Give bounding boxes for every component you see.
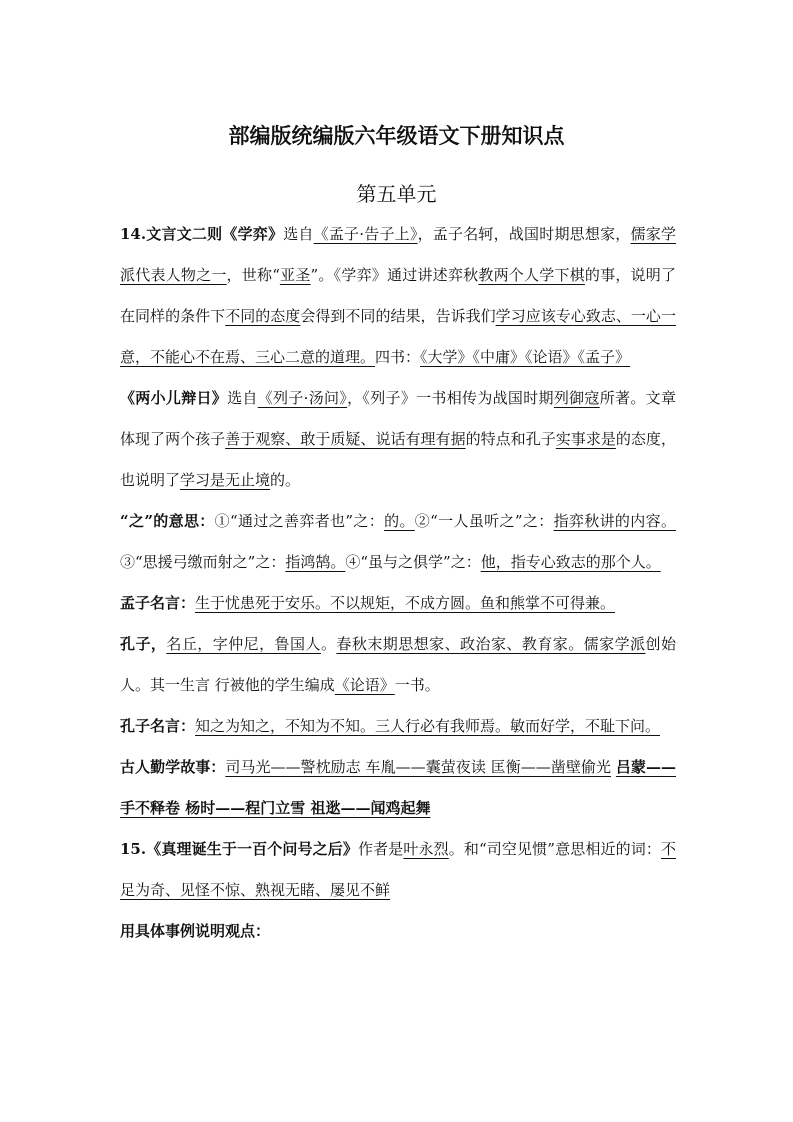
answer-blank: 善于观察、敢于质疑、说话有理有据 [225,430,466,448]
section-kongzi-heading: 孔子， [120,635,167,653]
answer-blank: 指弈秋讲的内容。 [553,512,676,530]
answer-blank: 吕蒙——手不释卷 杨时——程门立雪 祖逖——闻鸡起舞 [120,758,676,817]
section-mengzi-heading: 孟子名言： [120,594,196,612]
unit-heading: 第五单元 [356,182,437,206]
answer-blank: 他，指专心致志的那个人。 [480,553,661,571]
section-qinxue-stories [120,747,676,829]
section-15-zhenli: 15.《真理诞生于一百个问号之后》作者是叶永烈。和“司空见惯”意思相近的词：不足为奇、见怪不惊、熟视无睹、屡见不鲜 [120,840,676,899]
answer-blank: 的。 [384,512,415,530]
answer-blank: 亚圣 [279,266,311,284]
answer-blank: 列御寇 [553,389,600,407]
answer-blank: 教两个人学下棋 [478,266,585,284]
section-kongzi-quotes [120,706,676,747]
answer-blank: 《列子·汤问》 [257,389,348,407]
answer-blank: 《孟子·告子上》 [313,225,418,243]
answer-blank: 指鸿鹄。 [285,553,346,571]
answer-blank: 实事求是 [555,430,616,448]
section-14-heading: 14.文言文二则《学弈》 [120,225,284,243]
answer-blank: 《大学》《中庸》《论语》《孟子》 [420,348,631,366]
answer-blank: 名丘，字仲尼，鲁国人 [166,635,321,653]
answer-blank: 儒家学派代表人物之一 [120,225,676,284]
section-example-viewpoint [120,911,676,952]
section-14-xueyi: 14.文言文二则《学弈》选自《孟子·告子上》，孟子名轲，战国时期思想家，儒家学派代表人物之一，世称“亚圣”。《学弈》通过讲述弈秋教两个人学下棋的事，说明了在同样的条件下不同的态度会得到不同的结果，告诉我们学习应该专心致志、一心一意，不能心不在焉、三心二意的道理。四书：《大学》《中庸》《论语》《孟子》 [120,225,676,366]
section-mengzi-quotes [120,583,676,624]
answer-blank: 不足为奇、见怪不惊、熟视无睹、屡见不鲜 [120,840,676,899]
section-15-heading: 15.《真理诞生于一百个问号之后》 [120,840,358,858]
answer-blank: 司马光——警枕励志 车胤——囊萤夜读 匡衡——凿壁偷光 [225,758,612,776]
section-zhi-heading: “之”的意思： [120,512,215,530]
document-body [120,214,676,952]
answer-blank: 学习应该专心致志、一心一意，不能心不在焉、三心二意的道理。 [120,307,676,366]
answer-blank: 叶永烈 [403,840,449,858]
section-kongzi-quotes-heading: 孔子名言： [120,717,196,735]
section-qinxue-heading: 古人勤学故事： [120,758,226,776]
section-liangxiaoer: 《两小儿辩日》选自《列子·汤问》，《列子》一书相传为战国时期列御寇所著。文章体现了两个孩子善于观察、敢于质疑、说话有理有据的特点和孔子实事求是的态度，也说明了学习是无止境的。 [120,389,676,489]
answer-blank: 不同的态度 [225,307,301,325]
answer-blank: 生于忧患死于安乐。不以规矩，不成方圆。鱼和熊掌不可得兼。 [195,594,616,612]
answer-blank: 《论语》 [334,676,395,694]
section-zhi-meaning: “之”的意思：①“通过之善弈者也”之：的。②“一人虽听之”之：指弈秋讲的内容。③“思援弓缴而射之”之：指鸿鹄。④“虽与之俱学”之：他，指专心致志的那个人。 [120,512,676,571]
answer-blank: 春秋末期思想家、政治家、教育家。儒家学派 [336,635,646,653]
section-liangxiaoer-heading: 《两小儿辩日》 [120,389,228,407]
answer-blank: 知之为知之，不知为不知。三人行必有我师焉。敏而好学，不耻下问。 [195,717,661,735]
section-example-heading: 用具体事例说明观点： [120,922,271,940]
answer-blank: 学习是无止境 [180,471,271,489]
document-title: 部编版统编版六年级语文下册知识点 [228,124,565,148]
section-kongzi: 孔子，名丘，字仲尼，鲁国人。春秋末期思想家、政治家、教育家。儒家学派创始人。其一生言 行被他的学生编成《论语》一书。 [120,635,676,694]
